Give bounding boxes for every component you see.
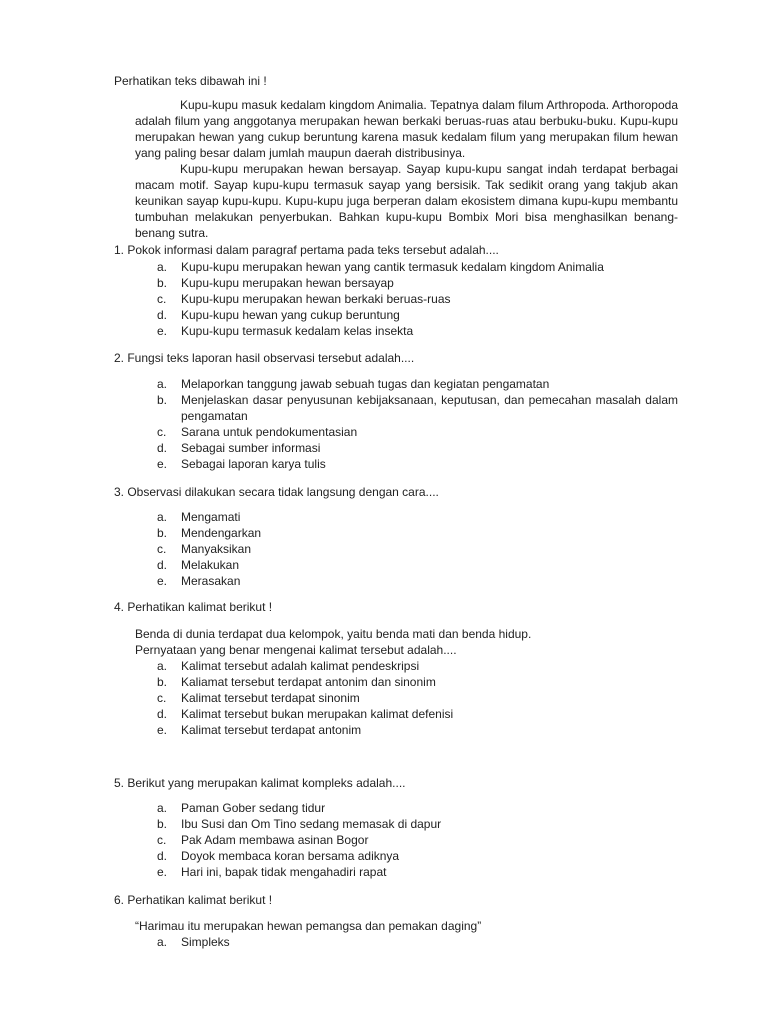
- question-5: 5. Berikut yang merupakan kalimat kompleks adalah....: [114, 776, 406, 790]
- paragraph-1: Kupu-kupu masuk kedalam kingdom Animalia. Tepatnya dalam filum Arthropoda. Arthoropoda adalah filum yang anggotanya merupakan hewan berkaki beruas-ruas atau berbuku-buku. Kupu-kupu merupakan hewan yang cukup beruntung karena masuk kedalam filum yang merupakan filum hewan yang paling besar dalam jumlah maupun daerah distribusinya.: [135, 98, 678, 160]
- option-item: e. Sebagai laporan karya tulis: [157, 457, 326, 471]
- option-item: c. Pak Adam membawa asinan Bogor: [157, 833, 369, 847]
- option-item: b. Kupu-kupu merupakan hewan bersayap: [157, 276, 394, 290]
- option-item: a. Melaporkan tanggung jawab sebuah tugas dan kegiatan pengamatan: [157, 377, 550, 391]
- paragraph-2: Kupu-kupu merupakan hewan bersayap. Sayap kupu-kupu sangat indah terdapat berbagai macam motif. Sayap kupu-kupu termasuk sayap yang bersisik. Tak sedikit orang yang takjub akan keunikan sayap kupu-kupu. Kupu-kupu juga berperan dalam ekosistem dimana kupu-kupu membantu tumbuhan melakukan penyerbukan. Bahkan kupu-kupu Bombix Mori bisa menghasilkan benang-benang sutra.: [135, 162, 678, 240]
- option-item: a. Kalimat tersebut adalah kalimat pendeskripsi: [157, 659, 420, 673]
- question-4-options: [157, 658, 678, 738]
- option-item: e. Kupu-kupu termasuk kedalam kelas insekta: [157, 324, 414, 338]
- option-item: e. Kalimat tersebut terdapat antonim: [157, 723, 362, 737]
- question-3-options: [157, 509, 678, 589]
- option-item: e. Hari ini, bapak tidak mengahadiri rapat: [157, 865, 387, 879]
- question-3: 3. Observasi dilakukan secara tidak langsung dengan cara....: [114, 485, 439, 499]
- question-6-options: [157, 934, 678, 950]
- option-item: d. Sebagai sumber informasi: [157, 441, 321, 455]
- option-item: d. Melakukan: [157, 558, 240, 572]
- option-item: e. Merasakan: [157, 574, 241, 588]
- option-item: b. Menjelaskan dasar penyusunan kebijaksanaan, keputusan, dan pemecahan masalah dalam pengamatan: [157, 393, 678, 423]
- option-item: a. Kupu-kupu merupakan hewan yang cantik termasuk kedalam kingdom Animalia: [157, 260, 604, 274]
- intro-heading: Perhatikan teks dibawah ini !: [114, 74, 267, 88]
- option-item: a. Mengamati: [157, 510, 241, 524]
- question-5-options: [157, 800, 678, 880]
- option-item: c. Kupu-kupu merupakan hewan berkaki beruas-ruas: [157, 292, 451, 306]
- question-6: 6. Perhatikan kalimat berikut !: [114, 893, 273, 907]
- question-1: 1. Pokok informasi dalam paragraf pertama pada teks tersebut adalah....: [114, 243, 499, 257]
- question-6-statement: “Harimau itu merupakan hewan pemangsa dan pemakan daging”: [135, 919, 482, 933]
- question-2: 2. Fungsi teks laporan hasil observasi tersebut adalah....: [114, 351, 415, 365]
- question-6-statement-block: [135, 918, 678, 934]
- question-4: 4. Perhatikan kalimat berikut !: [114, 600, 273, 614]
- option-item: c. Kalimat tersebut terdapat sinonim: [157, 691, 360, 705]
- option-item: b. Mendengarkan: [157, 526, 262, 540]
- option-item: c. Sarana untuk pendokumentasian: [157, 425, 358, 439]
- question-2-options: [157, 376, 678, 472]
- question-4-prompt: Pernyataan yang benar mengenai kalimat tersebut adalah....: [135, 643, 457, 657]
- option-item: d. Kupu-kupu hewan yang cukup beruntung: [157, 308, 400, 322]
- option-item: a. Simpleks: [157, 935, 230, 949]
- option-item: b. Kaliamat tersebut terdapat antonim dan sinonim: [157, 675, 436, 689]
- option-item: b. Ibu Susi dan Om Tino sedang memasak di dapur: [157, 817, 442, 831]
- reading-passage: [135, 97, 678, 241]
- option-item: d. Kalimat tersebut bukan merupakan kalimat defenisi: [157, 707, 454, 721]
- question-4-statement: Benda di dunia terdapat dua kelompok, yaitu benda mati dan benda hidup.: [135, 627, 532, 641]
- question-1-options: [157, 259, 678, 339]
- option-item: a. Paman Gober sedang tidur: [157, 801, 326, 815]
- question-4-statement-block: [135, 626, 678, 658]
- option-item: c. Manyaksikan: [157, 542, 252, 556]
- option-item: d. Doyok membaca koran bersama adiknya: [157, 849, 400, 863]
